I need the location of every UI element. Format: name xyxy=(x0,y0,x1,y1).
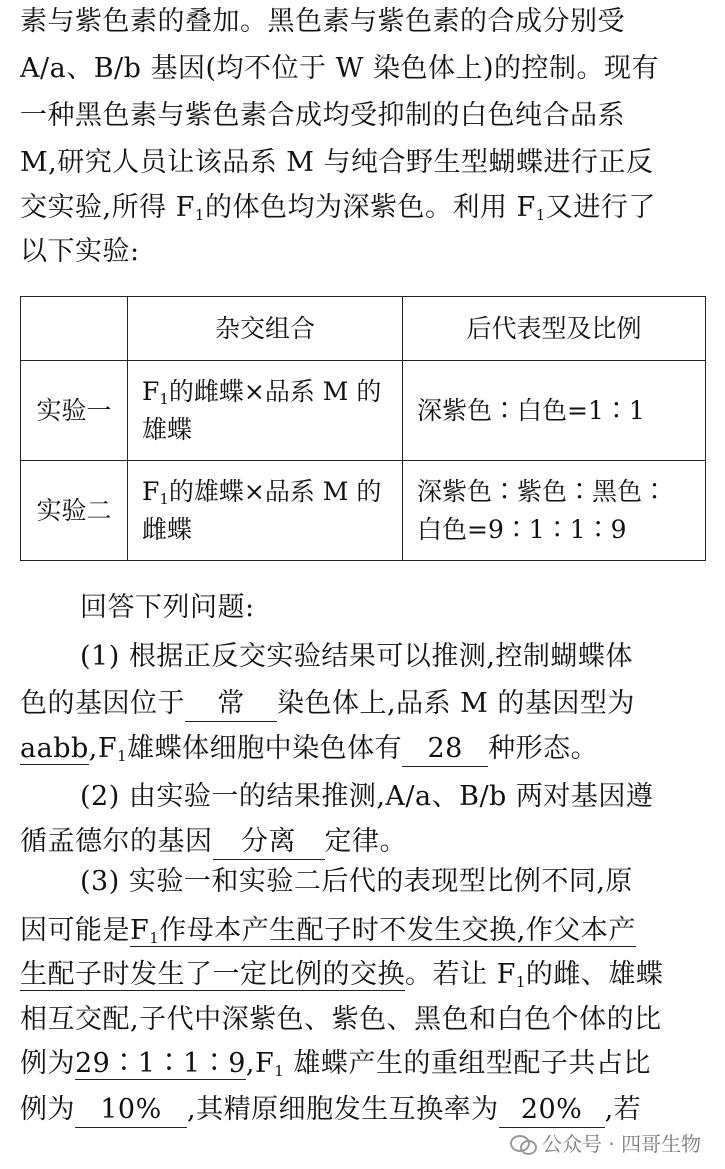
answer-blank: 生配子时发生了一定比例的交换 xyxy=(20,959,405,990)
intro-line-1: 素与紫色素的叠加。黑色素与紫色素的合成分别受 xyxy=(20,6,625,37)
q3-line-2: 因可能是$F_1$作母本产生配子时不发生交换,作父本产 xyxy=(20,915,636,947)
q3-line-6: 例为 10% ,其精原细胞发生互换率为 20% ,若 xyxy=(20,1090,641,1130)
intro-line-5: 交实验,所得 $F_1$的体色均为深紫色。利用 $F_1$又进行了 xyxy=(20,192,656,224)
intro-line-4: M,研究人员让该品系 M 与纯合野生型蝴蝶进行正反 xyxy=(20,147,654,178)
q3-line-4: 相互交配,子代中深紫色、紫色、黑色和白色个体的比 xyxy=(20,1004,662,1035)
row-cross: $F_1$的雄蝶×品系 M 的 雌蝶 xyxy=(128,461,403,561)
q2-line-1: (2) 由实验一的结果推测,A/a、B/b 两对基因遵 xyxy=(80,781,654,812)
q3-line-1: (3) 实验一和实验二后代的表现型比例不同,原 xyxy=(80,866,633,897)
answer-blank: aabb xyxy=(20,733,89,764)
wechat-icon xyxy=(510,1133,536,1153)
header-cross: 杂交组合 xyxy=(128,297,403,361)
row-cross: $F_1$的雌蝶×品系 M 的 雄蝶 xyxy=(128,361,403,461)
q1-line-1: (1) 根据正反交实验结果可以推测,控制蝴蝶体 xyxy=(80,641,633,672)
table-header-row xyxy=(21,297,706,361)
answer-blank: 29∶1∶1∶9 xyxy=(75,1048,246,1079)
q3-line-5: 例为$29∶1∶1∶9,F_1$ 雄蝶产生的重组型配子共占比 xyxy=(20,1048,651,1080)
q3-line-3: 生配子时发生了一定比例的交换。若让 $F_1$的雌、雄蝶 xyxy=(20,959,664,991)
q1-line-2: 色的基因位于 常 染色体上,品系 M 的基因型为 xyxy=(20,684,635,724)
table-row xyxy=(21,361,706,461)
intro-line-2: A/a、B/b 基因(均不位于 W 染色体上)的控制。现有 xyxy=(20,53,659,84)
intro-line-3: 一种黑色素与紫色素合成均受抑制的白色纯合品系 xyxy=(20,100,625,131)
row-name: 实验一 xyxy=(21,361,128,461)
row-name: 实验二 xyxy=(21,461,128,561)
row-ratio: 深紫色∶白色=1∶1 xyxy=(403,361,706,461)
row-ratio: 深紫色∶紫色∶黑色∶ 白色=9∶1∶1∶9 xyxy=(403,461,706,561)
watermark: 公众号 · 四哥生物 xyxy=(510,1128,701,1157)
q1-line-3: $aabb,F_1$雄蝶体细胞中染色体有 28 种形态。 xyxy=(20,733,599,765)
questions-heading: 回答下列问题: xyxy=(80,592,255,623)
table-row xyxy=(21,461,706,561)
answer-blank: 常 xyxy=(185,687,277,722)
answer-blank: 20% xyxy=(499,1093,605,1128)
experiment-table xyxy=(20,296,706,561)
intro-line-6: 以下实验: xyxy=(20,236,140,267)
q2-line-2: 循孟德尔的基因 分离 定律。 xyxy=(20,822,407,862)
answer-blank: 28 xyxy=(402,732,488,767)
answer-blank: $F_1$作母本产生配子时不发生交换,作父本产 xyxy=(130,915,636,947)
header-offspring: 后代表型及比例 xyxy=(403,297,706,361)
answer-blank: 分离 xyxy=(213,825,325,860)
answer-blank: 10% xyxy=(75,1093,187,1128)
